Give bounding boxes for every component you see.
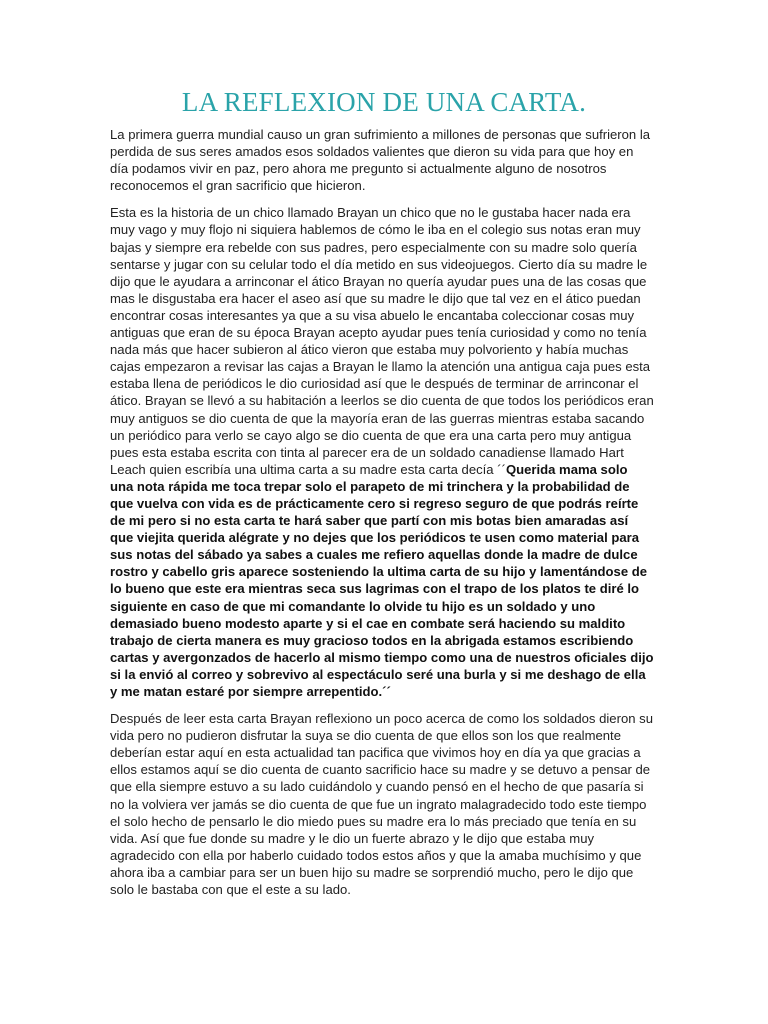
page-title: LA REFLEXION DE UNA CARTA. bbox=[181, 87, 587, 117]
document-body bbox=[110, 126, 654, 908]
paragraph-intro: La primera guerra mundial causo un gran sufrimiento a millones de personas que sufrieron la perdida de sus seres amados esos soldados valientes que dieron su vida para que hoy en día podamos vivir en paz, pero ahora me pregunto si actualmente alguno de nosotros reconocemos el gran sacrificio que hicieron. bbox=[110, 127, 651, 194]
letter-quote: Querida mama solo una nota rápida me toca trepar solo el parapeto de mi trinchera y la probabilidad de que vuelva con vida es de prácticamente cero si regreso seguro de que podrás reírte de mi pero si no esta carta te hará saber que partí con mis botas bien amaradas así que viejita querida alégrate y no dejes que los periódicos te usen como material para sus notas del sábado ya sabes a cuales me refiero aquellas donde la madre de dulce rostro y cabello gris aparece sosteniendo la ultima carta de su hijo y lamentándose de lo bueno que este era mientras seca sus lagrimas con el trapo de los platos te diré lo siguiente en caso de que mi comandante lo olvide tu hijo es un soldado y uno demasiado bueno modesto aparte y si el cae en combate será haciendo su maldito trabajo de cierta manera es muy gracioso todos en la abrigada estamos escribiendo cartas y avergonzados de hacerlo al mismo tiempo como una de nuestros oficiales dijo si la envió al correo y sobrevivo al espectáculo seré una burla y si me deshago de ella y me matan estaré por siempre arrepentido.´´ bbox=[110, 461, 654, 699]
story-text: Esta es la historia de un chico llamado Brayan un chico que no le gustaba hacer nada era muy vago y muy flojo ni siquiera hablemos de cómo le iba en el colegio sus notas eran muy bajas y siempre era rebelde con sus padres, pero especialmente con su madre solo quería sentarse y jugar con su celular todo el día metido en sus videojuegos. Cierto día su madre le dijo que le ayudara a arrinconar el ático Brayan no quería ayudar pues una de las cosas que mas le disgustaba era hacer el aseo así que su madre le dijo que tal vez en el ático puedan encontrar cosas interesantes ya que a su visa abuelo le encantaba coleccionar cosas muy antiguas que eran de su época Brayan acepto ayudar pues tenía curiosidad y como no tenía nada más que hacer subieron al ático vieron que estaba muy polvoriento y había muchas cajas empezaron a revisar las cajas a Brayan le llamo la atención una antigua caja pues esta estaba llena de periódicos le dio curiosidad así que le después de terminar de arrinconar el ático. Brayan se llevó a su habitación a leerlos se dio cuenta de que todos los periódicos eran muy antiguos se dio cuenta de que la mayoría eran de las guerras mientras estaba sacando un periódico para verlo se cayo algo se dio cuenta de que era una carta pero muy antigua pues esta estaba escrita con tinta al parecer era de un soldado canadiense llamado Hart Leach quien escribía una ultima carta a su madre esta carta decía ´´ bbox=[110, 205, 654, 477]
paragraph-reflection: Después de leer esta carta Brayan reflexiono un poco acerca de como los soldados dieron su vida pero no pudieron disfrutar la suya se dio cuenta de que ellos son los que realmente deberían estar aquí en esta actualidad tan pacifica que vivimos hoy en día ya que gracias a ellos estamos aquí se dio cuenta de cuanto sacrificio hace su madre y se detuvo a pensar de que ella siempre estuvo a su lado cuidándolo y cuando pensó en el hecho de que pasaría si no la volviera ver jamás se dio cuenta de que fue un ingrato malagradecido todo este tiempo el solo hecho de pensarlo le dio miedo pues su madre era lo más preciado que tenía en su vida. Así que fue donde su madre y le dio un fuerte abrazo y le dijo que estaba muy agradecido con ella por haberlo cuidado todos estos años y que la amaba muchísimo y que ahora iba a cambiar para ser un buen hijo su madre se sorprendió mucho, pero le dijo que solo le bastaba con que el este a su lado. bbox=[110, 711, 653, 898]
paragraph-story bbox=[110, 204, 654, 700]
